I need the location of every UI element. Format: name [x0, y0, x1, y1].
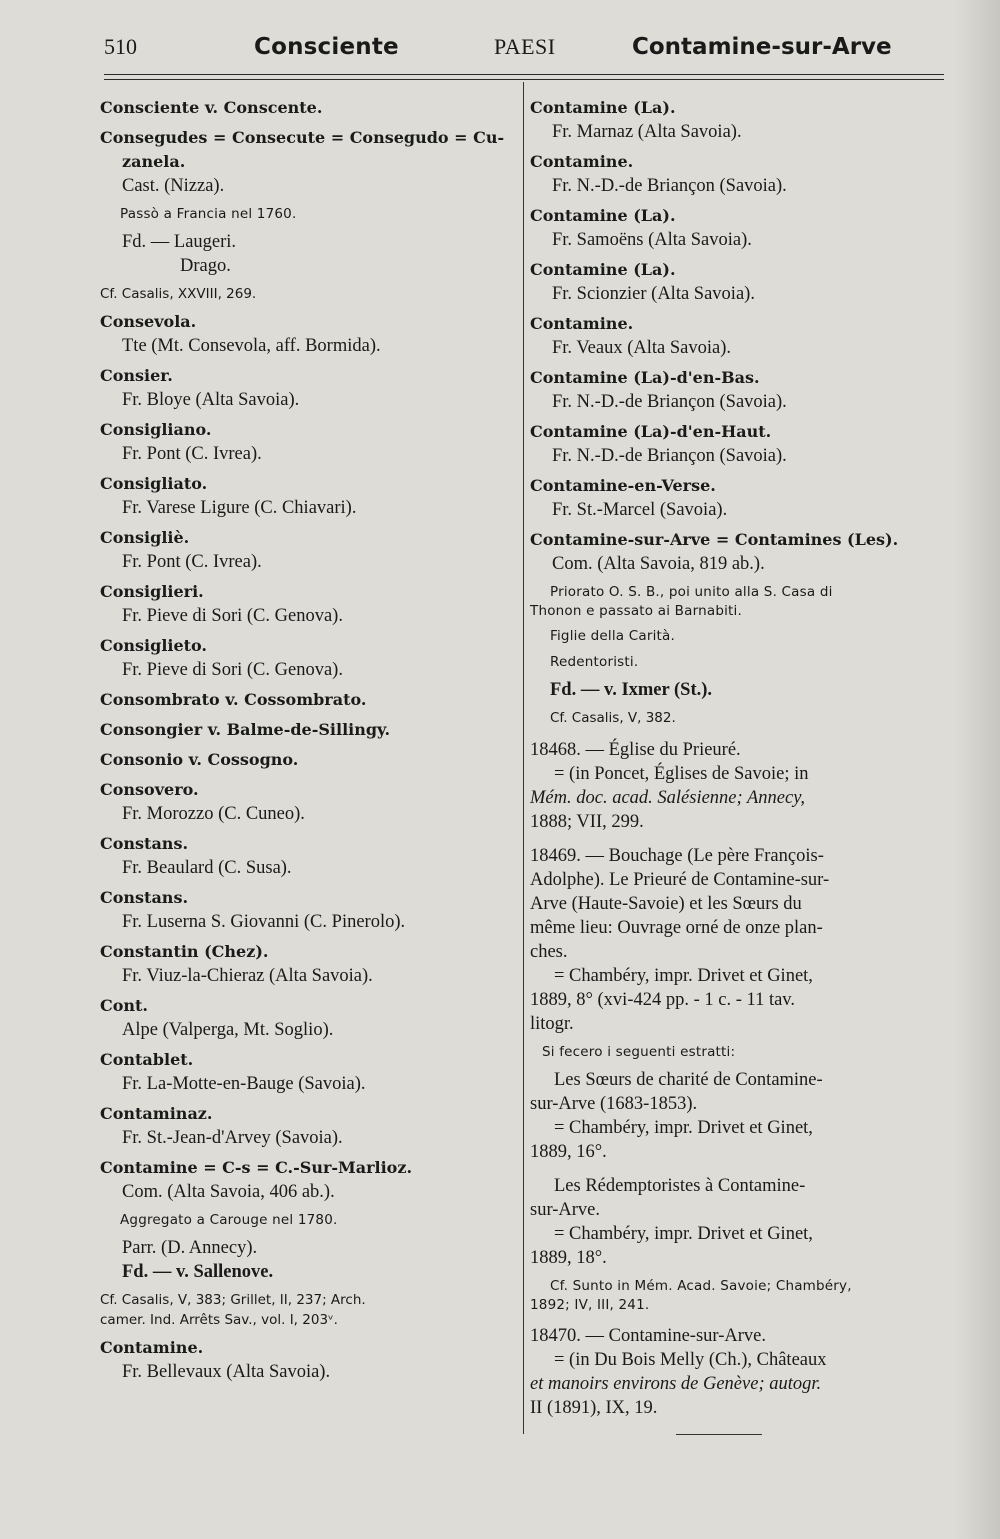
entry-note: Passò a Francia nel 1760.: [120, 206, 297, 222]
estratti-note: Si fecero i seguenti estratti:: [542, 1044, 736, 1060]
headword: Contamine (La).: [530, 98, 676, 117]
entry: [100, 1336, 512, 1384]
biblio-line: Arve (Haute-Savoie) et les Sœurs du: [530, 894, 802, 914]
entry-fd: Fd. — v. Ixmer (St.).: [550, 680, 713, 700]
entry-location: Com. (Alta Savoia, 819 ab.).: [552, 554, 765, 574]
entry: [100, 526, 512, 574]
entry-location: Fr. Viuz-la-Chieraz (Alta Savoia).: [122, 966, 373, 986]
headword: Contamine (La)-d'en-Bas.: [530, 368, 760, 387]
headword: Cont.: [100, 996, 148, 1015]
entry-note: Figlie della Carità.: [550, 628, 675, 644]
entry-location: Alpe (Valperga, Mt. Soglio).: [122, 1020, 334, 1040]
headword: Contamine.: [530, 152, 634, 171]
entry-location: Fr. N.-D.-de Briançon (Savoia).: [552, 392, 787, 412]
biblio-line: Les Rédemptoristes à Contamine-: [554, 1176, 806, 1196]
headword: Consigliato.: [100, 474, 208, 493]
headword: Consiglieto.: [100, 636, 207, 655]
header-rule-top: [104, 74, 944, 75]
entry: [100, 1102, 512, 1150]
entry-location: Fr. Bloye (Alta Savoia).: [122, 390, 300, 410]
left-column: [100, 96, 512, 1390]
cf-line: 1892; IV, III, 241.: [530, 1297, 650, 1313]
entry: [100, 634, 512, 682]
biblio-line: 18468. — Église du Prieuré.: [530, 740, 741, 760]
entry-location: Fr. Morozzo (C. Cuneo).: [122, 804, 305, 824]
right-running-head: Contamine-sur-Arve: [632, 34, 892, 60]
running-header: [104, 34, 944, 74]
biblio-line: II (1891), IX, 19.: [530, 1398, 658, 1418]
entry: [530, 150, 944, 198]
entry: [530, 96, 944, 144]
headword: Consongier v. Balme-de-Sillingy.: [100, 720, 391, 739]
entry: [100, 472, 512, 520]
headword: Contablet.: [100, 1050, 194, 1069]
headword: Contamine = C-s = C.-Sur-Marlioz.: [100, 1158, 413, 1177]
entry-note: Thonon e passato ai Barnabiti.: [530, 603, 742, 619]
headword: Contamine.: [100, 1338, 204, 1357]
entry: [530, 204, 944, 252]
cf-sunto: [530, 1276, 944, 1314]
biblio-line: sur-Arve.: [530, 1200, 601, 1220]
headword-continuation: zanela.: [122, 152, 186, 171]
left-running-head: Consciente: [254, 34, 399, 60]
entry: [530, 258, 944, 306]
biblio-line: Mém. doc. acad. Salésienne; Annecy,: [530, 788, 806, 808]
entry: [100, 418, 512, 466]
entry-location: Fr. Bellevaux (Alta Savoia).: [122, 1362, 331, 1382]
entry-cf: Cf. Casalis, V, 382.: [550, 710, 676, 726]
entry: [100, 96, 512, 120]
entry-location: Fr. Pieve di Sori (C. Genova).: [122, 660, 343, 680]
headword: Contamine-sur-Arve = Contamines (Les).: [530, 530, 899, 549]
entry: [530, 528, 944, 728]
biblio-line: 1889, 16°.: [530, 1142, 607, 1162]
headword: Consombrato v. Cossombrato.: [100, 690, 367, 709]
entry-location: Fr. Luserna S. Giovanni (C. Pinerolo).: [122, 912, 406, 932]
entry-note: Aggregato a Carouge nel 1780.: [120, 1212, 338, 1228]
entry: [530, 366, 944, 414]
entry: [530, 474, 944, 522]
entry: [100, 1048, 512, 1096]
entry-fd: Fd. — v. Sallenove.: [122, 1262, 274, 1282]
entry-location: Com. (Alta Savoia, 406 ab.).: [122, 1182, 335, 1202]
extract-soeurs: [530, 1068, 944, 1164]
entry-parish: Parr. (D. Annecy).: [122, 1238, 258, 1258]
entry: [100, 886, 512, 934]
extract-redemptoristes: [530, 1174, 944, 1270]
headword: Contamine (La).: [530, 260, 676, 279]
entry-location: Fr. N.-D.-de Briançon (Savoia).: [552, 446, 787, 466]
biblio-line: litogr.: [530, 1014, 574, 1034]
bibliography-item-18468: [530, 738, 944, 834]
biblio-line: Adolphe). Le Prieuré de Contamine-sur-: [530, 870, 830, 890]
bibliography-item-18469: [530, 844, 944, 1062]
entry: [100, 748, 512, 772]
entry-location: Fr. St.-Marcel (Savoia).: [552, 500, 728, 520]
biblio-line: sur-Arve (1683-1853).: [530, 1094, 698, 1114]
entry: [100, 718, 512, 742]
center-running-head: PAESI: [494, 34, 556, 59]
page-number: 510: [104, 34, 137, 59]
entry: [100, 994, 512, 1042]
entry: [100, 126, 512, 304]
biblio-line: Les Sœurs de charité de Contamine-: [554, 1070, 823, 1090]
page-edge-shadow: [954, 0, 1000, 1539]
biblio-line: 1889, 8° (xvi-424 pp. - 1 c. - 11 tav.: [530, 990, 795, 1010]
entry-location: Fr. Pont (C. Ivrea).: [122, 444, 262, 464]
headword: Contamine.: [530, 314, 634, 333]
right-column: [530, 96, 944, 1420]
entry: [100, 832, 512, 880]
header-rule-bottom: [104, 79, 944, 80]
entry-location: Fr. St.-Jean-d'Arvey (Savoia).: [122, 1128, 343, 1148]
entry-location: Tte (Mt. Consevola, aff. Bormida).: [122, 336, 381, 356]
headword: Consiglieri.: [100, 582, 204, 601]
biblio-line: 1889, 18°.: [530, 1248, 607, 1268]
entry-note: Redentoristi.: [550, 654, 639, 670]
biblio-line: = Chambéry, impr. Drivet et Ginet,: [554, 1118, 813, 1138]
headword: Constantin (Chez).: [100, 942, 269, 961]
bibliography-item-18470: [530, 1324, 944, 1420]
entry: [100, 940, 512, 988]
entry-note: Priorato O. S. B., poi unito alla S. Casa di: [550, 584, 833, 600]
entry-cf: camer. Ind. Arrêts Sav., vol. I, 203ᵛ.: [100, 1312, 338, 1328]
headword: Contamine (La)-d'en-Haut.: [530, 422, 772, 441]
entry: [100, 364, 512, 412]
entry: [100, 310, 512, 358]
entry-cf: Cf. Casalis, V, 383; Grillet, II, 237; Arch.: [100, 1292, 366, 1308]
entry-location: Cast. (Nizza).: [122, 176, 225, 196]
column-divider: [523, 82, 524, 1434]
entry: [100, 1156, 512, 1330]
entry-fd: Fd. — Laugeri.: [122, 232, 237, 252]
entry-location: Fr. Beaulard (C. Susa).: [122, 858, 292, 878]
headword: Consevola.: [100, 312, 197, 331]
biblio-line: = Chambéry, impr. Drivet et Ginet,: [554, 1224, 813, 1244]
cf-line: Cf. Sunto in Mém. Acad. Savoie; Chambéry,: [550, 1278, 852, 1294]
entry-location: Fr. Pont (C. Ivrea).: [122, 552, 262, 572]
biblio-line: même lieu: Ouvrage orné de onze plan-: [530, 918, 823, 938]
headword: Consigliano.: [100, 420, 212, 439]
entry-location: Fr. Veaux (Alta Savoia).: [552, 338, 731, 358]
entry-location: Fr. La-Motte-en-Bauge (Savoia).: [122, 1074, 366, 1094]
entry: [100, 778, 512, 826]
entry-location: Fr. Samoëns (Alta Savoia).: [552, 230, 752, 250]
entry: [100, 688, 512, 712]
biblio-line: = (in Poncet, Églises de Savoie; in: [554, 764, 809, 784]
headword: Consier.: [100, 366, 173, 385]
biblio-line: = Chambéry, impr. Drivet et Ginet,: [554, 966, 813, 986]
biblio-line: 1888; VII, 299.: [530, 812, 644, 832]
biblio-line: et manoirs environs de Genève; autogr.: [530, 1374, 822, 1394]
biblio-line: = (in Du Bois Melly (Ch.), Châteaux: [554, 1350, 827, 1370]
entry-location: Fr. Marnaz (Alta Savoia).: [552, 122, 742, 142]
entry-location: Fr. Varese Ligure (C. Chiavari).: [122, 498, 357, 518]
biblio-line: 18470. — Contamine-sur-Arve.: [530, 1326, 766, 1346]
headword: Consegudes = Consecute = Consegudo = Cu-: [100, 128, 505, 147]
headword: Consonio v. Cossogno.: [100, 750, 299, 769]
entry: [530, 420, 944, 468]
end-rule: [676, 1434, 762, 1435]
entry-location: Fr. Scionzier (Alta Savoia).: [552, 284, 755, 304]
headword: Contaminaz.: [100, 1104, 213, 1123]
headword: Consciente v. Conscente.: [100, 98, 323, 117]
headword: Consovero.: [100, 780, 199, 799]
entry-location: Fr. Pieve di Sori (C. Genova).: [122, 606, 343, 626]
headword: Contamine-en-Verse.: [530, 476, 716, 495]
entry: [100, 580, 512, 628]
headword: Constans.: [100, 834, 189, 853]
biblio-line: 18469. — Bouchage (Le père François-: [530, 846, 824, 866]
headword: Consigliè.: [100, 528, 190, 547]
entry: [530, 312, 944, 360]
headword: Constans.: [100, 888, 189, 907]
entry-cf: Cf. Casalis, XXVIII, 269.: [100, 286, 257, 302]
entry-fd: Drago.: [180, 256, 231, 276]
biblio-line: ches.: [530, 942, 568, 962]
headword: Contamine (La).: [530, 206, 676, 225]
entry-location: Fr. N.-D.-de Briançon (Savoia).: [552, 176, 787, 196]
